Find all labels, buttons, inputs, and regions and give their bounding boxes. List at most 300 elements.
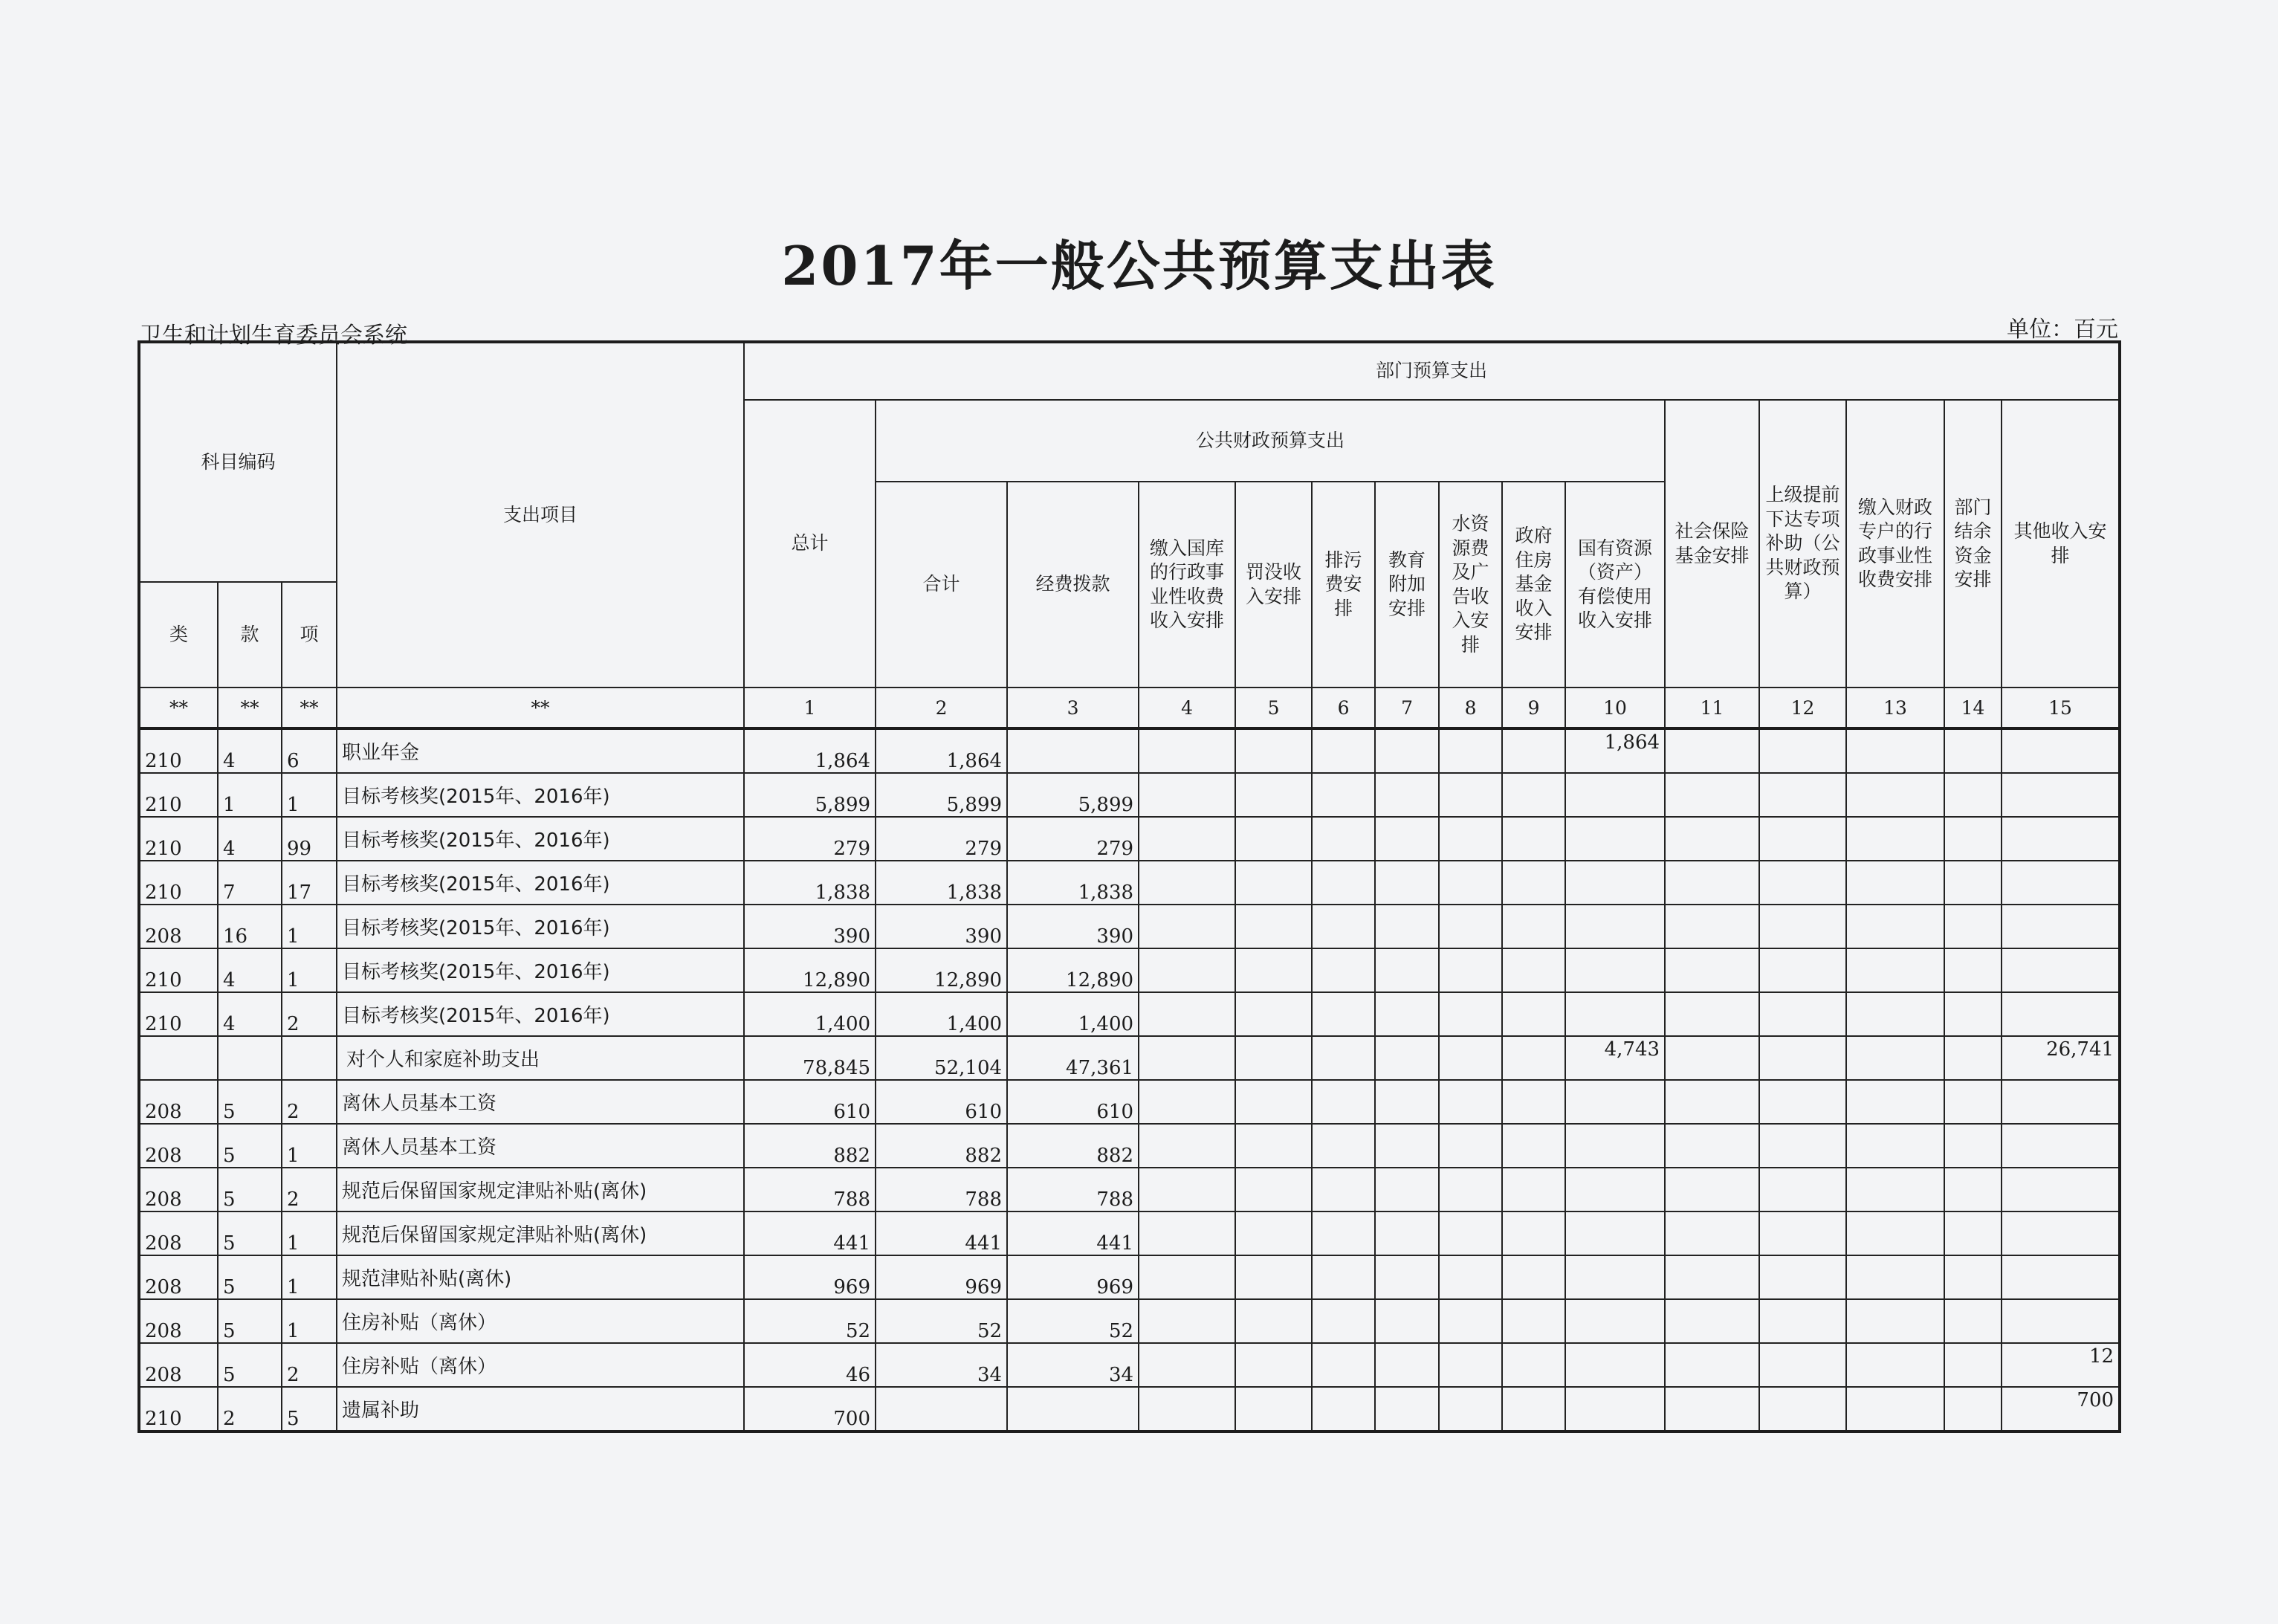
water-resource-cell: [1439, 992, 1502, 1036]
dept-surplus-cell: [1944, 992, 2002, 1036]
state-asset-cell: [1565, 1299, 1665, 1343]
expense-item: 目标考核奖(2015年、2016年): [337, 948, 744, 992]
social-insurance-cell: [1665, 1387, 1759, 1431]
column-number: **: [282, 688, 337, 728]
subtotal-cell: 1,864: [876, 728, 1007, 773]
appropriation-cell: 441: [1007, 1211, 1139, 1255]
class-code: 210: [139, 1387, 218, 1431]
fines-cell: [1235, 1168, 1312, 1211]
water-resource-cell: [1439, 1255, 1502, 1299]
class-code: 208: [139, 1255, 218, 1299]
column-number: 13: [1846, 688, 1944, 728]
expense-item: 目标考核奖(2015年、2016年): [337, 817, 744, 861]
fines-cell: [1235, 1387, 1312, 1431]
section-code: 5: [218, 1299, 282, 1343]
table-row: [139, 1168, 2120, 1211]
state-asset-cell: 1,864: [1565, 728, 1665, 773]
state-asset-cell: [1565, 1124, 1665, 1168]
state-asset-cell: [1565, 1343, 1665, 1387]
pollution-fee-cell: [1312, 992, 1375, 1036]
education-surcharge-cell: [1375, 1036, 1439, 1080]
column-number-row: [139, 688, 2120, 728]
superior-subsidy-cell: [1759, 1168, 1846, 1211]
education-surcharge-cell: [1375, 1124, 1439, 1168]
column-number: 11: [1665, 688, 1759, 728]
fiscal-account-fee-cell: [1846, 1255, 1944, 1299]
appropriation-cell: 34: [1007, 1343, 1139, 1387]
other-income-cell: 700: [2002, 1387, 2120, 1431]
fines-cell: [1235, 1211, 1312, 1255]
subtotal-cell: 279: [876, 817, 1007, 861]
column-number: 5: [1235, 688, 1312, 728]
housing-fund-cell: [1502, 1343, 1565, 1387]
subtotal-cell: 34: [876, 1343, 1007, 1387]
housing-fund-cell: [1502, 1080, 1565, 1124]
expense-item: 住房补贴（离休）: [337, 1299, 744, 1343]
housing-fund-cell: [1502, 992, 1565, 1036]
class-code: 210: [139, 948, 218, 992]
treasury-fee-cell: [1139, 1299, 1235, 1343]
table-row: [139, 1387, 2120, 1431]
treasury-fee-cell: [1139, 1255, 1235, 1299]
table-row: [139, 1080, 2120, 1124]
other-income-cell: [2002, 728, 2120, 773]
appropriation-cell: 788: [1007, 1168, 1139, 1211]
grand-total-cell: 441: [744, 1211, 876, 1255]
fiscal-account-fee-cell: [1846, 1343, 1944, 1387]
pollution-fee-cell: [1312, 948, 1375, 992]
grand-total-cell: 46: [744, 1343, 876, 1387]
subsection-header: 项: [282, 582, 337, 688]
superior-subsidy-cell: [1759, 861, 1846, 905]
education-surcharge-cell: [1375, 1299, 1439, 1343]
unit-label: 单位：百元: [2007, 317, 2118, 343]
expense-item: 规范后保留国家规定津贴补贴(离休): [337, 1211, 744, 1255]
expense-item: 目标考核奖(2015年、2016年): [337, 905, 744, 948]
superior-subsidy-cell: [1759, 992, 1846, 1036]
section-code: 5: [218, 1211, 282, 1255]
subsection-code: 2: [282, 1343, 337, 1387]
table-row: [139, 817, 2120, 861]
section-header: 款: [218, 582, 282, 688]
education-surcharge-cell: [1375, 773, 1439, 817]
housing-fund-cell: [1502, 905, 1565, 948]
class-code: 210: [139, 861, 218, 905]
table-row: [139, 773, 2120, 817]
treasury-fee-cell: [1139, 905, 1235, 948]
treasury-fee-cell: [1139, 728, 1235, 773]
housing-fund-cell: [1502, 948, 1565, 992]
superior-subsidy-cell: [1759, 1299, 1846, 1343]
column-number: 1: [744, 688, 876, 728]
social-insurance-cell: [1665, 948, 1759, 992]
section-code: 2: [218, 1387, 282, 1431]
subsection-code: 17: [282, 861, 337, 905]
social-insurance-cell: [1665, 1168, 1759, 1211]
expense-item: 对个人和家庭补助支出: [337, 1036, 744, 1080]
housing-fund-cell: [1502, 773, 1565, 817]
other-income-cell: [2002, 905, 2120, 948]
treasury-fee-cell: [1139, 1036, 1235, 1080]
document-title: 2017年一般公共预算支出表: [781, 234, 1497, 297]
appropriation-cell: 882: [1007, 1124, 1139, 1168]
fines-cell: [1235, 1124, 1312, 1168]
grand-total-cell: 700: [744, 1387, 876, 1431]
other-income-header: 其他收入安排: [2002, 400, 2120, 688]
housing-fund-cell: [1502, 1387, 1565, 1431]
treasury-fee-cell: [1139, 1387, 1235, 1431]
subtotal-cell: 12,890: [876, 948, 1007, 992]
category-row: [139, 1036, 2120, 1080]
table-row: [139, 728, 2120, 773]
subtotal-cell: 441: [876, 1211, 1007, 1255]
table-row: [139, 1211, 2120, 1255]
state-asset-header: 国有资源（资产）有偿使用收入安排: [1565, 482, 1665, 688]
fines-cell: [1235, 1299, 1312, 1343]
housing-fund-cell: [1502, 817, 1565, 861]
treasury-fee-cell: [1139, 948, 1235, 992]
subsection-code: 1: [282, 773, 337, 817]
other-income-cell: [2002, 1168, 2120, 1211]
fines-header: 罚没收入安排: [1235, 482, 1312, 688]
state-asset-cell: [1565, 817, 1665, 861]
subtotal-cell: 882: [876, 1124, 1007, 1168]
social-insurance-cell: [1665, 905, 1759, 948]
pollution-fee-cell: [1312, 861, 1375, 905]
expense-item: 规范津贴补贴(离休): [337, 1255, 744, 1299]
subsection-code: 1: [282, 948, 337, 992]
subtotal-cell: 5,899: [876, 773, 1007, 817]
fiscal-account-fee-cell: [1846, 948, 1944, 992]
dept-surplus-cell: [1944, 1124, 2002, 1168]
expense-item: 遗属补助: [337, 1387, 744, 1431]
subtotal-cell: 788: [876, 1168, 1007, 1211]
section-code: [218, 1036, 282, 1080]
other-income-cell: [2002, 1255, 2120, 1299]
appropriation-cell: 969: [1007, 1255, 1139, 1299]
pollution-fee-header: 排污费安排: [1312, 482, 1375, 688]
appropriation-cell: 52: [1007, 1299, 1139, 1343]
fiscal-account-fee-cell: [1846, 861, 1944, 905]
organization-name: 卫生和计划生育委员会系统: [140, 323, 407, 349]
water-resource-header: 水资源费及广告收入安排: [1439, 482, 1502, 688]
fines-cell: [1235, 817, 1312, 861]
column-number: 4: [1139, 688, 1235, 728]
treasury-fee-cell: [1139, 1168, 1235, 1211]
section-code: 4: [218, 728, 282, 773]
state-asset-cell: [1565, 1080, 1665, 1124]
public-finance-header: 公共财政预算支出: [876, 400, 1665, 482]
column-number: 8: [1439, 688, 1502, 728]
water-resource-cell: [1439, 1343, 1502, 1387]
state-asset-cell: [1565, 905, 1665, 948]
grand-total-cell: 969: [744, 1255, 876, 1299]
subsection-code: 1: [282, 905, 337, 948]
subsection-code: 1: [282, 1255, 337, 1299]
water-resource-cell: [1439, 1168, 1502, 1211]
social-insurance-cell: [1665, 1036, 1759, 1080]
housing-fund-cell: [1502, 1124, 1565, 1168]
fiscal-account-fee-cell: [1846, 817, 1944, 861]
treasury-fee-cell: [1139, 992, 1235, 1036]
fiscal-account-fee-cell: [1846, 1387, 1944, 1431]
grand-total-cell: 12,890: [744, 948, 876, 992]
column-number: 10: [1565, 688, 1665, 728]
appropriation-cell: 279: [1007, 817, 1139, 861]
budget-table: [137, 340, 2121, 1433]
appropriation-cell: 47,361: [1007, 1036, 1139, 1080]
fiscal-account-fee-cell: [1846, 1080, 1944, 1124]
section-code: 7: [218, 861, 282, 905]
subsection-code: 5: [282, 1387, 337, 1431]
education-surcharge-cell: [1375, 728, 1439, 773]
expense-item: 目标考核奖(2015年、2016年): [337, 773, 744, 817]
water-resource-cell: [1439, 861, 1502, 905]
section-code: 5: [218, 1080, 282, 1124]
social-insurance-cell: [1665, 728, 1759, 773]
dept-surplus-cell: [1944, 728, 2002, 773]
subsection-code: 99: [282, 817, 337, 861]
dept-surplus-cell: [1944, 1036, 2002, 1080]
grand-total-header: 总计: [744, 400, 876, 688]
other-income-cell: [2002, 948, 2120, 992]
section-code: 1: [218, 773, 282, 817]
social-insurance-header: 社会保险基金安排: [1665, 400, 1759, 688]
state-asset-cell: [1565, 1211, 1665, 1255]
class-code: 208: [139, 1299, 218, 1343]
fines-cell: [1235, 728, 1312, 773]
dept-surplus-cell: [1944, 1255, 2002, 1299]
housing-fund-cell: [1502, 861, 1565, 905]
state-asset-cell: [1565, 773, 1665, 817]
social-insurance-cell: [1665, 861, 1759, 905]
fiscal-account-fee-cell: [1846, 773, 1944, 817]
grand-total-cell: 5,899: [744, 773, 876, 817]
social-insurance-cell: [1665, 817, 1759, 861]
grand-total-cell: 78,845: [744, 1036, 876, 1080]
fines-cell: [1235, 1080, 1312, 1124]
pollution-fee-cell: [1312, 1255, 1375, 1299]
class-code: 210: [139, 728, 218, 773]
other-income-cell: [2002, 817, 2120, 861]
subtotal-cell: 390: [876, 905, 1007, 948]
treasury-fee-cell: [1139, 1211, 1235, 1255]
treasury-fee-cell: [1139, 1080, 1235, 1124]
section-code: 5: [218, 1255, 282, 1299]
education-surcharge-header: 教育附加安排: [1375, 482, 1439, 688]
appropriation-cell: [1007, 728, 1139, 773]
superior-subsidy-cell: [1759, 1036, 1846, 1080]
education-surcharge-cell: [1375, 1387, 1439, 1431]
education-surcharge-cell: [1375, 1211, 1439, 1255]
superior-subsidy-cell: [1759, 1343, 1846, 1387]
subtotal-cell: 1,838: [876, 861, 1007, 905]
superior-subsidy-cell: [1759, 1211, 1846, 1255]
column-number: 14: [1944, 688, 2002, 728]
fiscal-account-fee-cell: [1846, 1299, 1944, 1343]
column-number: 7: [1375, 688, 1439, 728]
water-resource-cell: [1439, 1036, 1502, 1080]
table-row: [139, 1124, 2120, 1168]
fiscal-account-fee-header: 缴入财政专户的行政事业性收费安排: [1846, 400, 1944, 688]
water-resource-cell: [1439, 1211, 1502, 1255]
other-income-cell: [2002, 1211, 2120, 1255]
housing-fund-cell: [1502, 1299, 1565, 1343]
appropriation-header: 经费拨款: [1007, 482, 1139, 688]
housing-fund-cell: [1502, 1211, 1565, 1255]
grand-total-cell: 1,864: [744, 728, 876, 773]
appropriation-cell: 390: [1007, 905, 1139, 948]
housing-fund-cell: [1502, 1036, 1565, 1080]
fines-cell: [1235, 861, 1312, 905]
dept-surplus-cell: [1944, 1080, 2002, 1124]
class-code: 208: [139, 1124, 218, 1168]
treasury-fee-cell: [1139, 817, 1235, 861]
state-asset-cell: [1565, 1387, 1665, 1431]
pollution-fee-cell: [1312, 1036, 1375, 1080]
column-number: 12: [1759, 688, 1846, 728]
class-code: 210: [139, 817, 218, 861]
fines-cell: [1235, 773, 1312, 817]
subsection-code: 6: [282, 728, 337, 773]
column-number: **: [139, 688, 218, 728]
appropriation-cell: [1007, 1387, 1139, 1431]
class-code: 208: [139, 1343, 218, 1387]
superior-subsidy-cell: [1759, 728, 1846, 773]
treasury-fee-cell: [1139, 1124, 1235, 1168]
grand-total-cell: 882: [744, 1124, 876, 1168]
dept-surplus-cell: [1944, 1299, 2002, 1343]
column-number: 6: [1312, 688, 1375, 728]
other-income-cell: [2002, 861, 2120, 905]
section-code: 16: [218, 905, 282, 948]
superior-subsidy-cell: [1759, 1080, 1846, 1124]
grand-total-cell: 279: [744, 817, 876, 861]
fiscal-account-fee-cell: [1846, 905, 1944, 948]
fiscal-account-fee-cell: [1846, 728, 1944, 773]
subtotal-cell: 1,400: [876, 992, 1007, 1036]
water-resource-cell: [1439, 905, 1502, 948]
treasury-fee-cell: [1139, 773, 1235, 817]
social-insurance-cell: [1665, 1343, 1759, 1387]
fines-cell: [1235, 905, 1312, 948]
other-income-cell: [2002, 1299, 2120, 1343]
grand-total-cell: 788: [744, 1168, 876, 1211]
social-insurance-cell: [1665, 992, 1759, 1036]
subtotal-cell: 969: [876, 1255, 1007, 1299]
water-resource-cell: [1439, 817, 1502, 861]
appropriation-cell: 1,838: [1007, 861, 1139, 905]
subsection-code: 1: [282, 1299, 337, 1343]
column-number: 3: [1007, 688, 1139, 728]
class-code: [139, 1036, 218, 1080]
water-resource-cell: [1439, 1387, 1502, 1431]
dept-surplus-cell: [1944, 1387, 2002, 1431]
superior-subsidy-cell: [1759, 905, 1846, 948]
appropriation-cell: 5,899: [1007, 773, 1139, 817]
pollution-fee-cell: [1312, 817, 1375, 861]
state-asset-cell: [1565, 1255, 1665, 1299]
pollution-fee-cell: [1312, 1168, 1375, 1211]
fines-cell: [1235, 1343, 1312, 1387]
fiscal-account-fee-cell: [1846, 992, 1944, 1036]
section-code: 5: [218, 1168, 282, 1211]
pollution-fee-cell: [1312, 1124, 1375, 1168]
subsection-code: 1: [282, 1211, 337, 1255]
dept-surplus-cell: [1944, 948, 2002, 992]
fines-cell: [1235, 1255, 1312, 1299]
fiscal-account-fee-cell: [1846, 1211, 1944, 1255]
superior-subsidy-cell: [1759, 817, 1846, 861]
dept-surplus-header: 部门结余资金安排: [1944, 400, 2002, 688]
pollution-fee-cell: [1312, 1387, 1375, 1431]
class-code: 208: [139, 905, 218, 948]
other-income-cell: [2002, 992, 2120, 1036]
superior-subsidy-cell: [1759, 948, 1846, 992]
superior-subsidy-cell: [1759, 1255, 1846, 1299]
pollution-fee-cell: [1312, 1299, 1375, 1343]
other-income-cell: [2002, 1080, 2120, 1124]
column-number: 2: [876, 688, 1007, 728]
table-row: [139, 1299, 2120, 1343]
subsection-code: [282, 1036, 337, 1080]
education-surcharge-cell: [1375, 1255, 1439, 1299]
section-code: 5: [218, 1124, 282, 1168]
expense-item-header: 支出项目: [337, 342, 744, 688]
water-resource-cell: [1439, 728, 1502, 773]
fiscal-account-fee-cell: [1846, 1124, 1944, 1168]
superior-subsidy-cell: [1759, 1387, 1846, 1431]
dept-surplus-cell: [1944, 861, 2002, 905]
class-code: 210: [139, 773, 218, 817]
housing-fund-cell: [1502, 1168, 1565, 1211]
class-code: 208: [139, 1168, 218, 1211]
class-code: 208: [139, 1211, 218, 1255]
table-row: [139, 905, 2120, 948]
subsection-code: 2: [282, 1080, 337, 1124]
education-surcharge-cell: [1375, 905, 1439, 948]
social-insurance-cell: [1665, 1080, 1759, 1124]
treasury-fee-header: 缴入国库的行政事业性收费收入安排: [1139, 482, 1235, 688]
water-resource-cell: [1439, 773, 1502, 817]
section-code: 4: [218, 948, 282, 992]
column-number: **: [218, 688, 282, 728]
subsection-code: 1: [282, 1124, 337, 1168]
treasury-fee-cell: [1139, 1343, 1235, 1387]
housing-fund-cell: [1502, 1255, 1565, 1299]
education-surcharge-cell: [1375, 861, 1439, 905]
subject-code-header: 科目编码: [139, 342, 337, 582]
social-insurance-cell: [1665, 1299, 1759, 1343]
other-income-cell: [2002, 773, 2120, 817]
social-insurance-cell: [1665, 773, 1759, 817]
education-surcharge-cell: [1375, 1080, 1439, 1124]
table-row: [139, 1343, 2120, 1387]
appropriation-cell: 1,400: [1007, 992, 1139, 1036]
dept-surplus-cell: [1944, 1343, 2002, 1387]
table-row: [139, 992, 2120, 1036]
subtotal-cell: 52: [876, 1299, 1007, 1343]
subtotal-cell: [876, 1387, 1007, 1431]
fiscal-account-fee-cell: [1846, 1168, 1944, 1211]
section-code: 4: [218, 817, 282, 861]
grand-total-cell: 390: [744, 905, 876, 948]
table-row: [139, 948, 2120, 992]
state-asset-cell: [1565, 1168, 1665, 1211]
pollution-fee-cell: [1312, 1211, 1375, 1255]
class-code: 210: [139, 992, 218, 1036]
education-surcharge-cell: [1375, 992, 1439, 1036]
